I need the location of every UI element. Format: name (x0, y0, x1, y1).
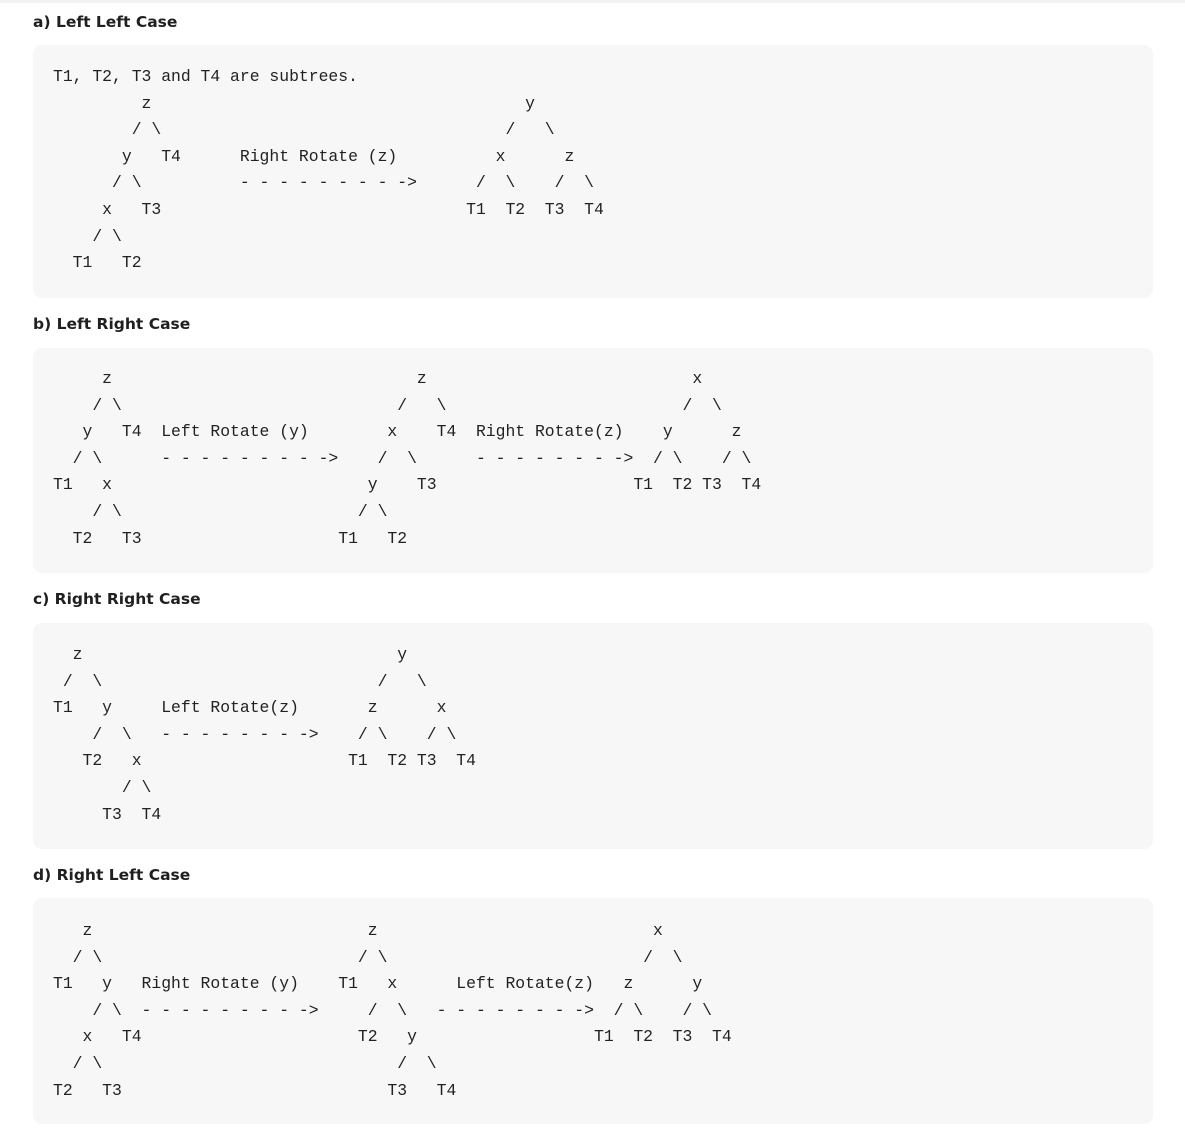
top-divider (0, 0, 1185, 3)
code-block-left-right (33, 348, 1153, 573)
section-heading-right-left: d) Right Left Case (33, 866, 191, 884)
section-heading-right-right: c) Right Right Case (33, 590, 201, 608)
section-heading-left-left: a) Left Left Case (33, 13, 178, 31)
section-heading-left-right: b) Left Right Case (33, 315, 191, 333)
code-text-left-left: T1, T2, T3 and T4 are subtrees. z y / \ / \ y T4 Right Rotate (z) x z / \ - - - - - - - - -> / \ / \ x T3 T1 T2 T3 T4 / \ T1 T2 (53, 67, 604, 273)
code-text-right-right: z y / \ / \ T1 y Left Rotate(z) z x / \ - - - - - - - -> / \ / \ T2 x T1 T2 T3 T4 / \ T3 T4 (53, 645, 476, 824)
code-text-right-left: z z x / \ / \ / \ T1 y Right Rotate (y) T1 x Left Rotate(z) z y / \ - - - - - - - - -> / \ - - - - - - - -> / \ / \ x T4 T2 y T1 T2 T3 T4 / \ / \ T2 T3 T3 T4 (53, 921, 732, 1100)
code-text-left-right: z z x / \ / \ / \ y T4 Left Rotate (y) x T4 Right Rotate(z) y z / \ - - - - - - - - -> / \ - - - - - - - -> / \ / \ T1 x y T3 T1 T2 T3 T4 / \ / \ T2 T3 T1 T2 (53, 369, 762, 548)
code-block-right-right (33, 623, 1153, 849)
code-block-left-left (33, 45, 1153, 298)
code-block-right-left (33, 898, 1153, 1124)
